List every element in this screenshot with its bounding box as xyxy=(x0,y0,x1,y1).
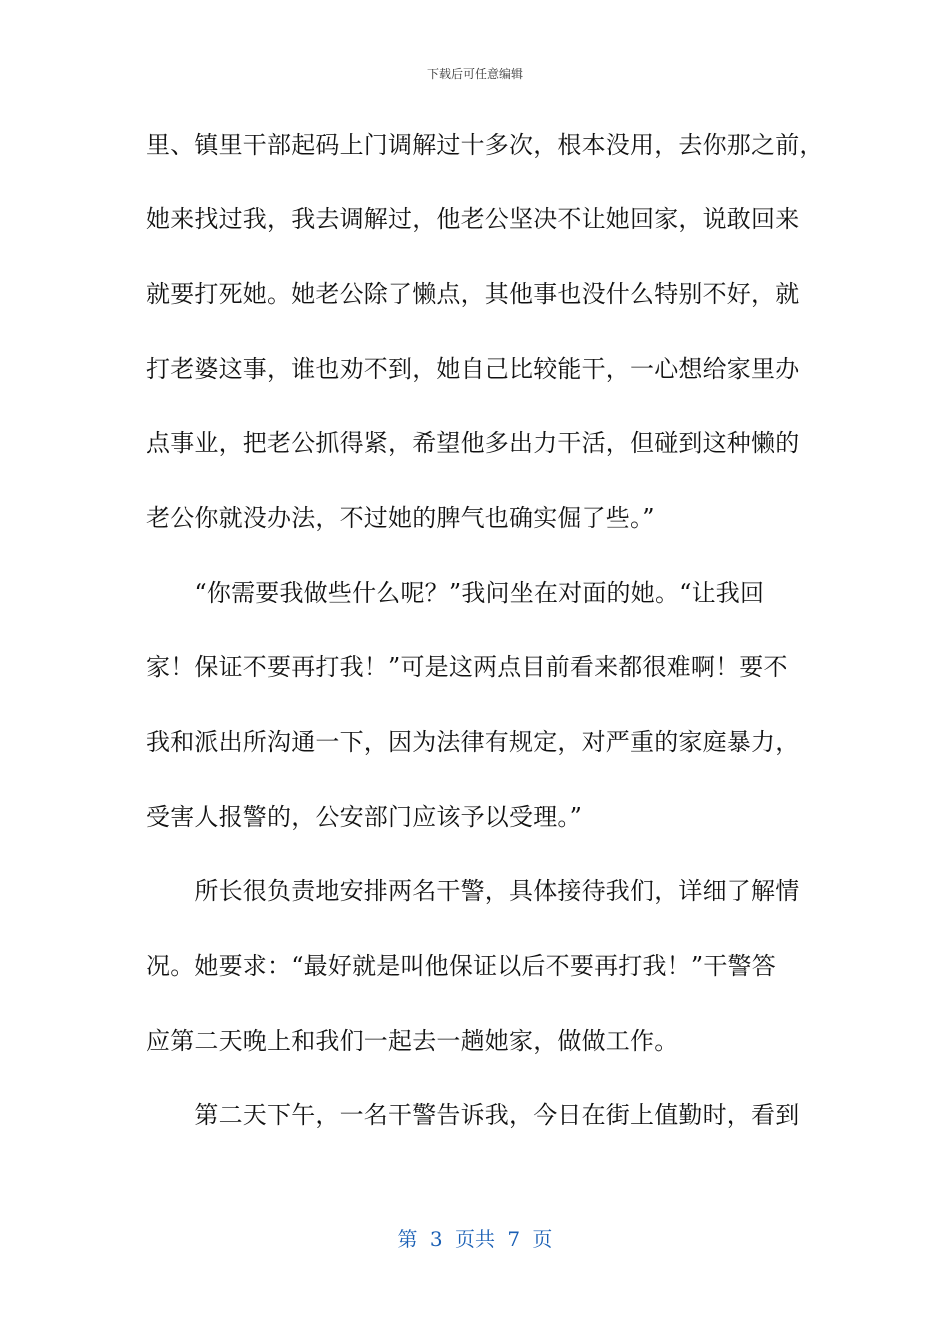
text-line-4: 打老婆这事，谁也劝不到，她自己比较能干，一心想给家里办 xyxy=(146,355,800,383)
text-line-1: 里、镇里干部起码上门调解过十多次，根本没用，去你那之前， xyxy=(146,131,824,159)
text-line-3: 就要打死她。她老公除了懒点，其他事也没什么特别不好，就 xyxy=(146,280,800,308)
text-line-8: 家！保证不要再打我！”可是这两点目前看来都很难啊！要不 xyxy=(146,653,788,681)
page-header: 下载后可任意编辑 xyxy=(426,67,523,81)
text-line-7: “你需要我做些什么呢？”我问坐在对面的她。“让我回 xyxy=(146,579,765,607)
text-line-12: 况。她要求：“最好就是叫他保证以后不要再打我！”干警答 xyxy=(146,952,776,980)
text-line-10: 受害人报警的，公安部门应该予以受理。” xyxy=(146,803,583,831)
text-line-9: 我和派出所沟通一下，因为法律有规定，对严重的家庭暴力， xyxy=(146,728,800,756)
page-number-footer: 第 3 页共 7 页 xyxy=(397,1227,553,1251)
text-line-11: 所长很负责地安排两名干警，具体接待我们，详细了解情 xyxy=(146,877,800,905)
text-line-13: 应第二天晚上和我们一起去一趟她家，做做工作。 xyxy=(146,1027,679,1055)
text-line-6: 老公你就没办法，不过她的脾气也确实倔了些。” xyxy=(146,504,655,532)
text-line-5: 点事业，把老公抓得紧，希望他多出力干活，但碰到这种懒的 xyxy=(146,429,800,457)
text-line-14: 第二天下午，一名干警告诉我，今日在街上值勤时，看到 xyxy=(146,1101,800,1129)
text-line-2: 她来找过我，我去调解过，他老公坚决不让她回家，说敢回来 xyxy=(146,205,800,233)
